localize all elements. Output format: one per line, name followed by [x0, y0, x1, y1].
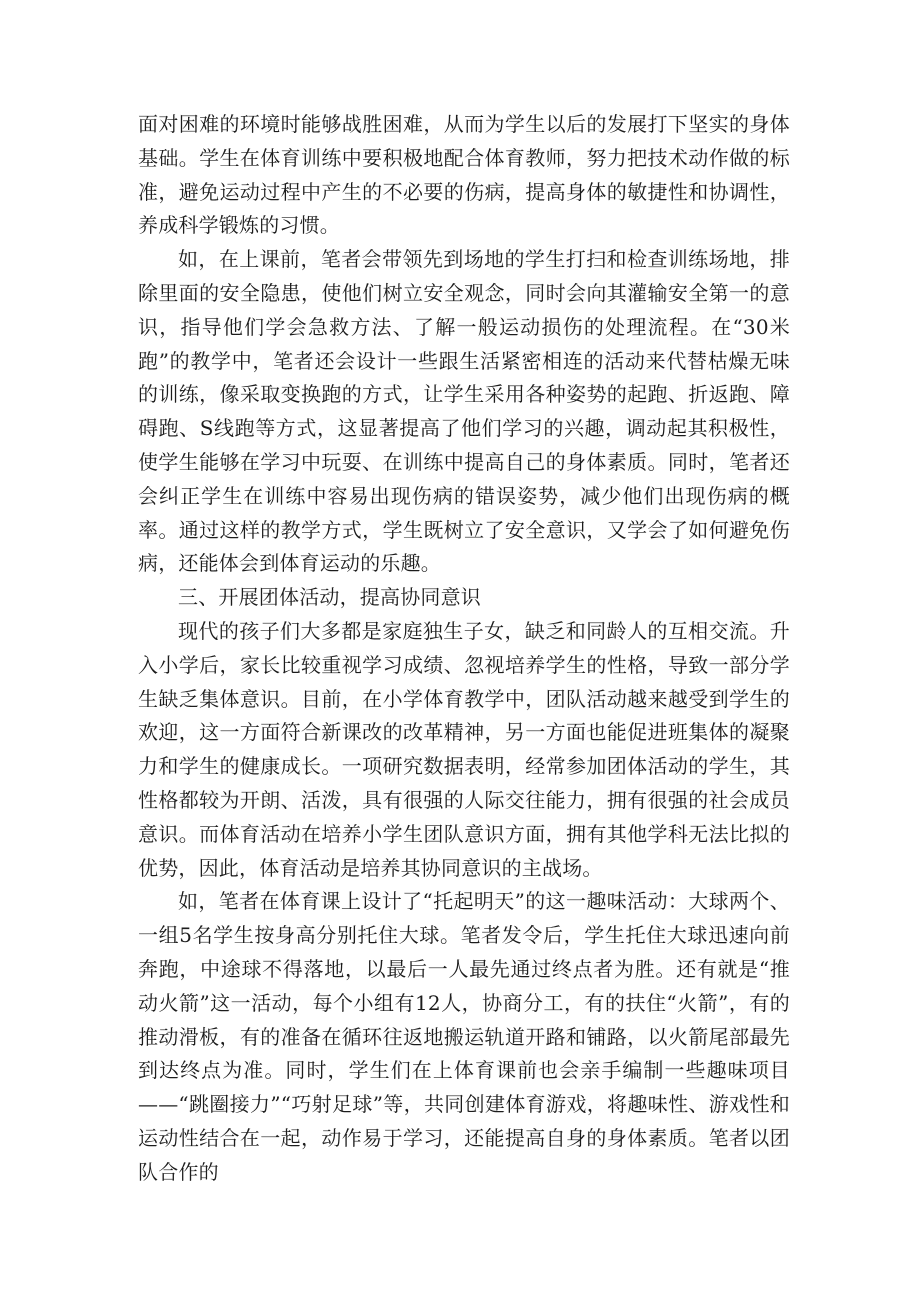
document-body	[138, 108, 790, 1190]
section-heading: 三、开展团体活动，提高协同意识	[178, 585, 481, 610]
paragraph-team-activity-example: 如，笔者在体育课上设计了“托起明天”的这一趣味活动：大球两个、一组5名学生按身高分别托住大球。笔者发令后，学生托住大球迅速向前奔跑，中途球不得落地，以最后一人最先通过终点者为胜。还有就是“推动火箭”这一活动，每个小组有12人，协商分工，有的扶住“火箭”，有的推动滑板，有的准备在循环往返地搬运轨道开路和铺路，以火箭尾部最先到达终点为准。同时，学生们在上体育课前也会亲手编制一些趣味项目——“跳圈接力”“巧射足球”等，共同创建体育游戏，将趣味性、游戏性和运动性结合在一起，动作易于学习，还能提高自身的身体素质。笔者以团队合作的	[138, 889, 790, 1184]
paragraph-safety-example: 如，在上课前，笔者会带领先到场地的学生打扫和检查训练场地，排除里面的安全隐患，使他们树立安全观念，同时会向其灌输安全第一的意识，指导他们学会急救方法、了解一般运动损伤的处理流程。在“30米跑”的教学中，笔者还会设计一些跟生活紧密相连的活动来代替枯燥无味的训练，像采取变换跑的方式，让学生采用各种姿势的起跑、折返跑、障碍跑、S线跑等方式，这显著提高了他们学习的兴趣，调动起其积极性，使学生能够在学习中玩耍、在训练中提高自己的身体素质。同时，笔者还会纠正学生在训练中容易出现伤病的错误姿势，减少他们出现伤病的概率。通过这样的教学方式，学生既树立了安全意识，又学会了如何避免伤病，还能体会到体育运动的乐趣。	[138, 247, 790, 576]
paragraph-continuation: 面对困难的环境时能够战胜困难，从而为学生以后的发展打下坚实的身体基础。学生在体育训练中要积极地配合体育教师，努力把技术动作做的标准，避免运动过程中产生的不必要的伤病，提高身体的敏捷性和协调性，养成科学锻炼的习惯。	[138, 112, 790, 238]
paragraph-team-awareness: 现代的孩子们大多都是家庭独生子女，缺乏和同龄人的互相交流。升入小学后，家长比较重视学习成绩、忽视培养学生的性格，导致一部分学生缺乏集体意识。目前，在小学体育教学中，团队活动越来越受到学生的欢迎，这一方面符合新课改的改革精神，另一方面也能促进班集体的凝聚力和学生的健康成长。一项研究数据表明，经常参加团体活动的学生，其性格都较为开朗、活泼，具有很强的人际交往能力，拥有很强的社会成员意识。而体育活动在培养小学生团队意识方面，拥有其他学科无法比拟的优势，因此，体育活动是培养其协同意识的主战场。	[138, 618, 790, 880]
